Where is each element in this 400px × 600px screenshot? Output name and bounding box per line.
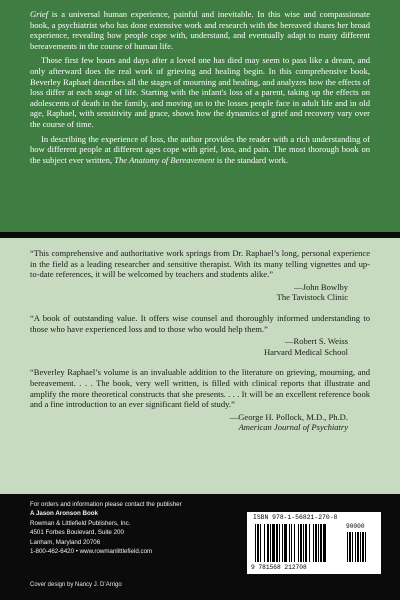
barcode-bar (309, 524, 310, 562)
barcode-bar (362, 532, 364, 562)
endorsement-affiliation: Harvard Medical School (263, 346, 348, 357)
isbn-barcode (247, 512, 381, 574)
barcode-bar (323, 524, 326, 562)
barcode-bar (282, 524, 283, 562)
barcode-bar (276, 524, 278, 562)
barcode-bar (267, 524, 269, 562)
publisher-intro: For orders and information please contact the publisher (30, 501, 182, 508)
endorsement-author: —John Bowlby (294, 281, 348, 292)
barcode-bar (365, 532, 366, 562)
barcode-bar (284, 524, 287, 562)
publisher-info (30, 500, 182, 556)
publisher-panel (0, 494, 400, 600)
barcode-bar (352, 532, 353, 562)
endorsement (30, 313, 370, 357)
barcode-bar (347, 532, 348, 562)
barcode-bar (355, 532, 356, 562)
description-paragraph-2: Those first few hours and days after a loved one has died may seem to pass like a dream, and only afterward does the real work of grieving and healing begin. In this comprehensive book, Beverley Raphael describes all the stages of mourning and healing, and analyzes how the effects of loss differ at each stage of life. Starting with the infant's loss of a parent, taking up the effects on adolescents of death in the family, and moving on to the losses people face in adult life and in old age, Raphael, with sensitivity and grace, shows how the dynamics of grief and recovery vary over the course of time. (30, 55, 370, 129)
book-title-inline: The Anatomy of Bereavement (114, 154, 215, 165)
endorsement-author: —George H. Pollock, M.D., Ph.D. (229, 411, 348, 422)
barcode-bar (272, 524, 275, 562)
publisher-imprint: A Jason Aronson Book (30, 510, 98, 518)
barcode-bar (305, 524, 307, 562)
barcode-bar (298, 524, 299, 562)
endorsement-text: “This comprehensive and authoritative work springs from Dr. Raphael’s long, personal experience in the field as a leading researcher and sensitive therapist. With its many telling vignettes and up-to-date references, it will be welcomed by teachers and students alike.” (30, 248, 370, 280)
barcode-bar (289, 524, 290, 562)
endorsement (30, 367, 370, 433)
description-panel (0, 0, 400, 232)
description-lead-word: Grief (30, 9, 49, 19)
description-paragraph-3 (30, 134, 370, 166)
description-paragraph-1 (30, 9, 370, 51)
barcode-bar (294, 524, 295, 562)
endorsement-text: “Beverley Raphael’s volume is an invaluable addition to the literature on grieving, mourning, and bereavement. . . . The book, very well written, is filled with clinical reports that illustrate and amplify the more theoretical constructs that she presents. . . . It will be an excellent reference book and a fine introduction to an ever significant field of study.” (30, 367, 370, 410)
endorsement-affiliation: American Journal of Psychiatry (238, 422, 348, 433)
endorsement (30, 248, 370, 303)
barcode-bar (291, 524, 292, 562)
barcode-bar (300, 524, 302, 562)
barcode-bar (270, 524, 271, 562)
barcode-bar (357, 532, 359, 562)
barcode-bar (315, 524, 317, 562)
cover-design-credit: Cover design by Nancy J. D’Arrigo (30, 582, 122, 588)
description-paragraph-3-text-a: In describing the experience of loss, the author provides the reader with a rich understanding of how different people at different ages cope with grief, loss, and pain. The most thorough book on the subject ever written, (30, 133, 370, 165)
barcode-bar (264, 524, 265, 562)
barcode-bar (320, 524, 322, 562)
barcode-bar (313, 524, 314, 562)
price-code: 90000 (346, 523, 365, 530)
ean-digits: 9 781568 212708 (251, 564, 307, 571)
description-paragraph-1-text: is a universal human experience, painful and inevitable. In this wise and compassionate book, a psychiatrist who has done extensive work and research with the bereaved shares her broad experience, revealing how people cope with, understand, and eventually adapt to many different bereavements in the course of human life. (30, 9, 370, 51)
publisher-contact: 1-800-462-6420 • www.rowmanlittlefield.com (30, 548, 153, 556)
barcode-bar (349, 532, 351, 562)
barcode-bar (303, 524, 304, 562)
endorsement-author: —Robert S. Weiss (284, 336, 348, 347)
publisher-address-line-2: Lanham, Maryland 20706 (30, 538, 101, 546)
barcode-bar (260, 524, 261, 562)
isbn-label: ISBN 978-1-56821-270-8 (253, 514, 338, 521)
barcode-bar (279, 524, 280, 562)
endorsements-panel (0, 238, 400, 494)
barcode-bar (318, 524, 319, 562)
endorsement-text: “A book of outstanding value. It offers wise counsel and thoroughly informed understanding to those who have experienced loss and to those who would help them.” (30, 312, 370, 334)
publisher-name: Rowman & Littlefield Publishers, Inc. (30, 519, 131, 527)
barcode-bar (360, 532, 361, 562)
barcode-bar (255, 524, 256, 562)
barcode-bar (257, 524, 259, 562)
endorsement-affiliation: The Tavistock Clinic (276, 292, 348, 303)
description-paragraph-3-text-b: is the standard work. (214, 154, 289, 165)
publisher-address-line-1: 4501 Forbes Boulevard, Suite 200 (30, 529, 124, 537)
